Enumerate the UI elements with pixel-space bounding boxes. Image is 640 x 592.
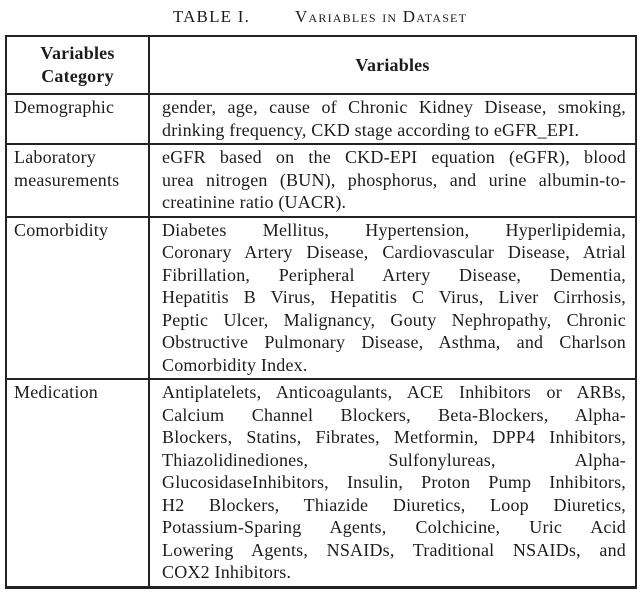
- table-row-medication: [6, 379, 636, 587]
- variables-cell-laboratory-measurements: eGFR based on the CKD-EPI equation (eGFR), blood urea nitrogen (BUN), phosphorus, and urine albumin-to- creatinine ratio (UACR).: [149, 144, 636, 217]
- table-row-laboratory-measurements: [6, 144, 636, 217]
- category-cell-comorbidity: Comorbidity: [6, 217, 149, 380]
- category-cell-medication: Medication: [6, 379, 149, 587]
- variables-cell-demographic: gender, age, cause of Chronic Kidney Disease, smoking, drinking frequency, CKD stage according to eGFR_EPI.: [149, 94, 636, 144]
- column-header-variables: Variables: [149, 36, 636, 94]
- table-caption-title: Variables in Dataset: [295, 7, 468, 26]
- table-caption-label: TABLE I.: [172, 7, 251, 26]
- category-cell-laboratory-measurements: Laboratory measurements: [6, 144, 149, 217]
- table-header-row: [6, 36, 636, 94]
- variables-table: [5, 35, 637, 589]
- variables-cell-comorbidity: Diabetes Mellitus, Hypertension, Hyperlipidemia, Coronary Artery Disease, Cardiovascular Disease, Atrial Fibrillation, Peripheral Artery Disease, Dementia, Hepatitis B Virus, Hepatitis C Virus, Liver Cirrhosis, Peptic Ulcer, Malignancy, Gouty Nephropathy, Chronic Obstructive Pulmonary Disease, Asthma, and Charlson Comorbidity Index.: [149, 217, 636, 380]
- table-row-comorbidity: [6, 217, 636, 380]
- page: [0, 7, 640, 592]
- column-header-variables-category: Variables Category: [6, 36, 149, 94]
- table-row-demographic: [6, 94, 636, 144]
- variables-cell-medication: Antiplatelets, Anticoagulants, ACE Inhibitors or ARBs, Calcium Channel Blockers, Beta-Blockers, Alpha- Blockers, Statins, Fibrates, Metformin, DPP4 Inhibitors, Thiazolidinediones, Sulfonylureas, Alpha- GlucosidaseInhibitors, Insulin, Proton Pump Inhibitors, H2 Blockers, Thiazide Diuretics, Loop Diuretics, Potassium-Sparing Agents, Colchicine, Uric Acid Lowering Agents, NSAIDs, Traditional NSAIDs, and COX2 Inhibitors.: [149, 379, 636, 587]
- table-caption: [0, 7, 640, 27]
- category-cell-demographic: Demographic: [6, 94, 149, 144]
